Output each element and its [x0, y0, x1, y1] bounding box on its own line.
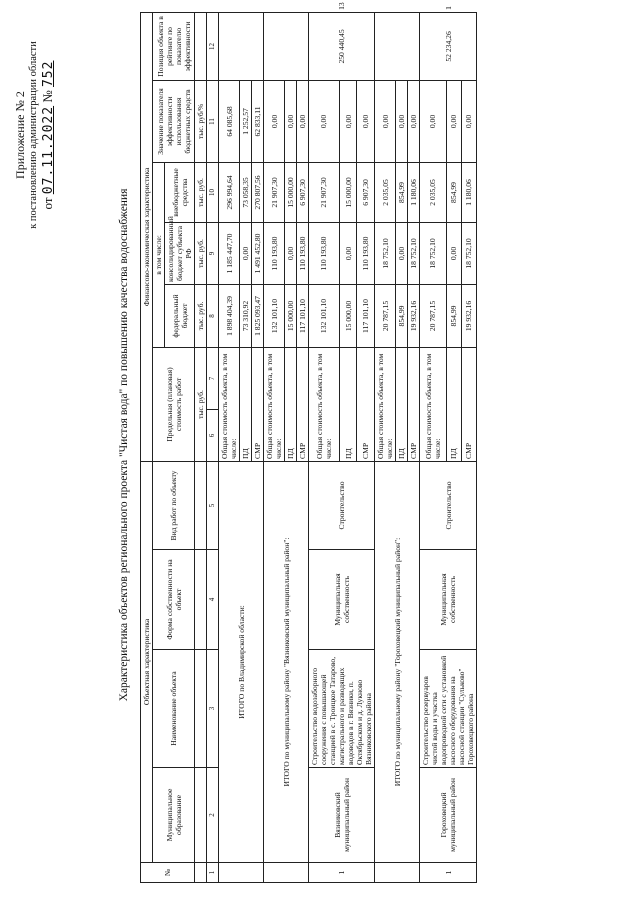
- cell-value: 0,00: [240, 222, 252, 284]
- row-label-smr: СМР: [297, 347, 309, 461]
- col-num: 9: [207, 222, 219, 284]
- cell-value: 18 752,10: [408, 222, 420, 284]
- cell-value: 6 907,30: [357, 162, 375, 222]
- row-label-smr: СМР: [461, 347, 476, 461]
- col-num: 7: [207, 347, 219, 409]
- row-number: 1: [420, 863, 477, 883]
- col-num: 11: [207, 80, 219, 162]
- row-label-smr: СМР: [357, 347, 375, 461]
- cell-value: 1 825 093,47: [252, 284, 264, 347]
- efficiency-value: 250 440,45: [309, 12, 375, 80]
- cell-value: 1 898 404,39: [219, 284, 240, 347]
- cell-value: 1 252,57: [240, 80, 252, 162]
- row-label-pd: ПД: [339, 347, 357, 461]
- header-row-2: [153, 12, 165, 882]
- header-no: №: [141, 863, 195, 883]
- cell-value: 6 907,30: [297, 162, 309, 222]
- ownership: Муниципальная собственность: [309, 550, 375, 650]
- cell-value: 1 185 447,70: [219, 222, 240, 284]
- header-finance-group: Финансово-экономическая характеристика: [141, 12, 153, 461]
- table-row: [264, 12, 285, 882]
- annex-date-line: [41, 15, 55, 255]
- cell-value: 0,00: [420, 80, 447, 162]
- header-object-group: Объектная характеристика: [141, 461, 153, 862]
- cell-value: 64 085,68: [219, 80, 240, 162]
- header-federal: федеральный бюджет: [165, 284, 195, 347]
- number-prefix: №: [40, 90, 55, 103]
- cell-value: 0,00: [339, 222, 357, 284]
- cell-value: 110 193,80: [309, 222, 340, 284]
- col-num: 3: [207, 650, 219, 768]
- cell-value: 854,99: [446, 284, 461, 347]
- header-rank: Позиция объекта в рейтинге по показателю эффективности: [153, 12, 195, 80]
- cell-value: 110 193,80: [264, 222, 285, 284]
- cell-value: 21 907,30: [309, 162, 340, 222]
- municipality-name: Гороховецкий муниципальный район: [420, 768, 477, 863]
- col-num: 1: [207, 863, 219, 883]
- table-row: [219, 12, 240, 882]
- cell-value: 0,00: [375, 80, 396, 162]
- unit-efficiency: тыс. руб/%: [195, 80, 207, 162]
- cell-value: 1 491 452,80: [252, 222, 264, 284]
- annex-doc-number: 752: [41, 60, 56, 88]
- annex-reference: к постановлению администрации области: [28, 41, 39, 229]
- row-label-smr: СМР: [252, 347, 264, 461]
- annex-header: [14, 15, 55, 255]
- ownership: Муниципальная собственность: [420, 550, 477, 650]
- unit-limit: тыс. руб.: [195, 347, 207, 461]
- header-ownership: Форма собственности на объект: [153, 550, 195, 650]
- annex-date: 07.11.2022: [41, 105, 56, 195]
- cell-value: 0,00: [461, 80, 476, 162]
- cell-value: 270 807,56: [252, 162, 264, 222]
- object-name: Строительство резервуаров чистой воды и участка водопроводной сети с установкой насосного оборудования на насосной станции "Сульково" Гороховецкого района: [420, 650, 477, 768]
- cell-value: 15 000,00: [339, 162, 357, 222]
- cell-value: 20 787,15: [375, 284, 396, 347]
- cell-value: 0,00: [264, 80, 285, 162]
- header-consolidated: консолидированный бюджет субъекта РФ: [165, 222, 195, 284]
- cell-value: 19 932,16: [408, 284, 420, 347]
- subtotal-caption: ИТОГО по муниципальному району "Вязниковский муниципальный район":: [264, 461, 309, 862]
- cell-value: 0,00: [396, 80, 408, 162]
- cell-value: 0,00: [285, 222, 297, 284]
- cell-value: 73 310,92: [240, 284, 252, 347]
- document-title: Характеристика объектов регионального проекта "Чистая вода" по повышению качества водоснабжения: [118, 188, 130, 702]
- cell-value: 0,00: [309, 80, 340, 162]
- unit-offbudget: тыс. руб.: [195, 162, 207, 222]
- object-name: Строительство водозаборного сооружения с повышающей станцией в с. Троицкое Татарово, магистрального и разводящих водоводов в г. Вязники, п. Октябрьском и д. Лукново Вязниковского района: [309, 650, 375, 768]
- header-incl: в том числе:: [153, 162, 165, 347]
- row-label-total: Общая стоимость объекта, в том числе:: [309, 347, 340, 461]
- col-num: 10: [207, 162, 219, 222]
- header-efficiency: Значение показателя эффективности использования бюджетных средств: [153, 80, 195, 162]
- work-type: Строительство: [420, 461, 477, 549]
- cell-value: 110 193,80: [297, 222, 309, 284]
- row-label-total: Общая стоимость объекта, в том числе:: [375, 347, 396, 461]
- header-object-name: Наименование объекта: [153, 650, 195, 768]
- col-num: 6: [207, 409, 219, 461]
- col-num: 8: [207, 284, 219, 347]
- cell-value: 0,00: [285, 80, 297, 162]
- cell-value: 0,00: [357, 80, 375, 162]
- cell-value: 854,99: [396, 284, 408, 347]
- cell-value: 15 000,00: [285, 162, 297, 222]
- row-label-pd: ПД: [396, 347, 408, 461]
- row-label-total: Общая стоимость объекта, в том числе:: [219, 347, 240, 461]
- table-row: 1 Вязниковский муниципальный район Строительство водозаборного сооружения с повышающей станцией в с. Троицкое Татарово, магистрального и разводящих водоводов в г. Вязники, п. Октябрьском и д. Лукново Вязниковского района Муниципальная собственность Строительство Общая стоимость объекта, в том числе: 132 101,10 110 193,80 21 907,30 0,00 250 440,45 13: [309, 12, 340, 882]
- objects-table: [140, 2, 477, 883]
- row-label-total: Общая стоимость объекта, в том числе:: [264, 347, 285, 461]
- cell-value: 73 058,35: [240, 162, 252, 222]
- cell-value: 20 787,15: [420, 284, 447, 347]
- row-label-pd: ПД: [285, 347, 297, 461]
- cell-value: 132 101,10: [264, 284, 285, 347]
- row-label-total: Общая стоимость объекта, в том числе:: [420, 347, 447, 461]
- header-row-1: [141, 12, 153, 882]
- cell-value: 0,00: [339, 80, 357, 162]
- unit-consolidated: тыс. руб.: [195, 222, 207, 284]
- cell-value: 18 752,10: [461, 222, 476, 284]
- cell-value: 2 035,05: [375, 162, 396, 222]
- work-type: Строительство: [309, 461, 375, 549]
- row-label-pd: ПД: [240, 347, 252, 461]
- column-numbers-row: [207, 12, 219, 882]
- cell-value: 15 000,00: [285, 284, 297, 347]
- annex-number: Приложение № 2: [13, 91, 27, 179]
- cell-value: 18 752,10: [420, 222, 447, 284]
- cell-value: 854,99: [396, 162, 408, 222]
- cell-value: 296 994,64: [219, 162, 240, 222]
- col-num: 12: [207, 12, 219, 80]
- units-row: [195, 12, 207, 882]
- date-prefix: от: [40, 197, 55, 210]
- cell-value: 21 907,30: [264, 162, 285, 222]
- header-limit-cost: Предельная (плановая) стоимость работ: [153, 347, 195, 461]
- total-caption: ИТОГО по Владимирской области:: [219, 461, 264, 862]
- header-municipality: Муниципальное образование: [153, 768, 195, 863]
- cell-value: 0,00: [446, 80, 461, 162]
- cell-value: 0,00: [396, 222, 408, 284]
- table-row: [375, 12, 396, 882]
- municipality-name: Вязниковский муниципальный район: [309, 768, 375, 863]
- cell-value: 0,00: [446, 222, 461, 284]
- cell-value: 18 752,10: [375, 222, 396, 284]
- cell-value: 2 035,05: [420, 162, 447, 222]
- cell-value: 62 833,11: [252, 80, 264, 162]
- col-num: 5: [207, 461, 219, 549]
- header-offbudget: внебюджетные средства: [165, 162, 195, 222]
- unit-federal: тыс. руб.: [195, 284, 207, 347]
- col-num: 4: [207, 550, 219, 650]
- cell-value: 0,00: [297, 80, 309, 162]
- cell-value: 110 193,80: [357, 222, 375, 284]
- row-label-pd: ПД: [446, 347, 461, 461]
- cell-value: 15 000,00: [339, 284, 357, 347]
- table-row: 1 Гороховецкий муниципальный район Строительство резервуаров чистой воды и участка водопроводной сети с установкой насосного оборудования на насосной станции "Сульково" Гороховецкого района Муниципальная собственность Строительство Общая стоимость объекта, в том числе: 20 787,15 18 752,10 2 035,05 0,00 52 234,26 1: [420, 12, 447, 882]
- efficiency-value: 52 234,26: [420, 12, 477, 80]
- cell-value: 19 932,16: [461, 284, 476, 347]
- cell-value: 1 180,06: [461, 162, 476, 222]
- cell-value: 854,99: [446, 162, 461, 222]
- row-number: 1: [309, 863, 375, 883]
- cell-value: 1 180,06: [408, 162, 420, 222]
- cell-value: 117 101,10: [357, 284, 375, 347]
- row-label-smr: СМР: [408, 347, 420, 461]
- header-work-type: Вид работ по объекту: [153, 461, 195, 549]
- cell-value: 132 101,10: [309, 284, 340, 347]
- cell-value: 0,00: [408, 80, 420, 162]
- cell-value: 117 101,10: [297, 284, 309, 347]
- subtotal-caption: ИТОГО по муниципальному району "Гороховецкий муниципальный район":: [375, 461, 420, 862]
- col-num: 2: [207, 768, 219, 863]
